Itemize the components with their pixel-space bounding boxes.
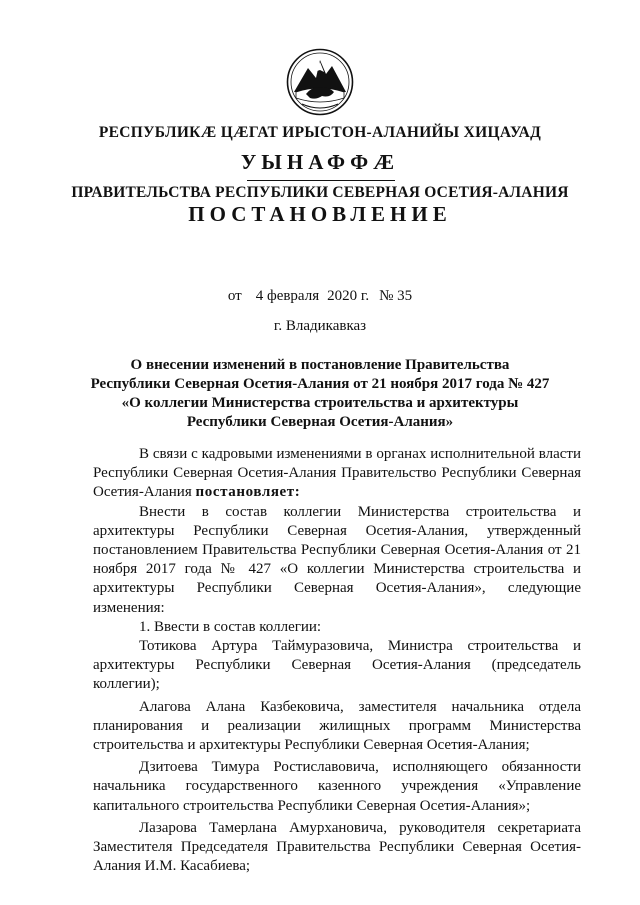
- body-paragraph: Дзитоева Тимура Ростиславовича, исполняющего обязанности начальника государственного казенного учреждения «Управление капитального строительства Республики Северная Осетия-Алания»;: [93, 759, 581, 814]
- dateline-year: 2020 г.: [327, 288, 370, 304]
- body-paragraph: Внести в состав коллегии Министерства строительства и архитектуры Республики Северная Осетия-Алания, утвержденный постановлением Правительства Республики Северная Осетия-Алания от 21 ноября 2017 года № 427 «О коллегии Министерства строительства и архитектуры Республики Северная Осетия-Алания», следующие изменения:: [93, 503, 581, 616]
- resolves-keyword: постановляет:: [195, 484, 301, 501]
- body-paragraph: [93, 445, 581, 503]
- header-ossetian-decree: УЫНАФФÆ: [240, 150, 400, 174]
- decree-city: г. Владикавказ: [273, 318, 367, 334]
- coat-of-arms-emblem-icon: [286, 48, 354, 116]
- dateline-from: от: [227, 288, 242, 304]
- preamble-text: В связи с кадровыми изменениями в органах исполнительной власти Республики Северная Осетия-Алания Правительство Республики Северная Осетия-Алания: [93, 446, 581, 501]
- body-paragraph: Тотикова Артура Таймуразовича, Министра строительства и архитектуры Республики Северная Осетия-Алания (председатель коллегии);: [93, 638, 581, 693]
- decree-dateline: [0, 288, 640, 305]
- body-paragraph: Лазарова Тамерлана Амурхановича, руководителя секретариата Заместителя Председателя Правительства Республики Северная Осетия-Алания И.М. Касабиева;: [93, 819, 581, 875]
- title-line: «О коллегии Министерства строительства и архитектуры: [121, 395, 519, 411]
- header-russian-decree: ПОСТАНОВЛЕНИЕ: [188, 202, 452, 226]
- dateline-day: 4 февраля: [255, 288, 320, 304]
- title-line: Республики Северная Осетия-Алания»: [186, 414, 454, 430]
- dateline-number: № 35: [379, 288, 413, 304]
- body-paragraph: 1. Ввести в состав коллегии:: [139, 618, 322, 635]
- header-russian-authority: ПРАВИТЕЛЬСТВА РЕСПУБЛИКИ СЕВЕРНАЯ ОСЕТИЯ-АЛАНИЯ: [71, 184, 569, 201]
- header-ossetian-authority: РЕСПУБЛИКÆ ЦÆГАТ ИРЫСТОН-АЛАНИЙЫ ХИЦАУАД: [98, 124, 542, 141]
- title-line: О внесении изменений в постановление Правительства: [130, 357, 510, 373]
- header-divider: [247, 180, 395, 181]
- body-paragraph: Алагова Алана Казбековича, заместителя начальника отдела планирования и реализации жилищных программ Министерства строительства и архитектуры Республики Северная Осетия-Алания;: [93, 698, 581, 754]
- title-line: Республики Северная Осетия-Алания от 21 ноября 2017 года № 427: [90, 376, 550, 392]
- decree-body: [93, 445, 581, 876]
- decree-title: [60, 356, 580, 432]
